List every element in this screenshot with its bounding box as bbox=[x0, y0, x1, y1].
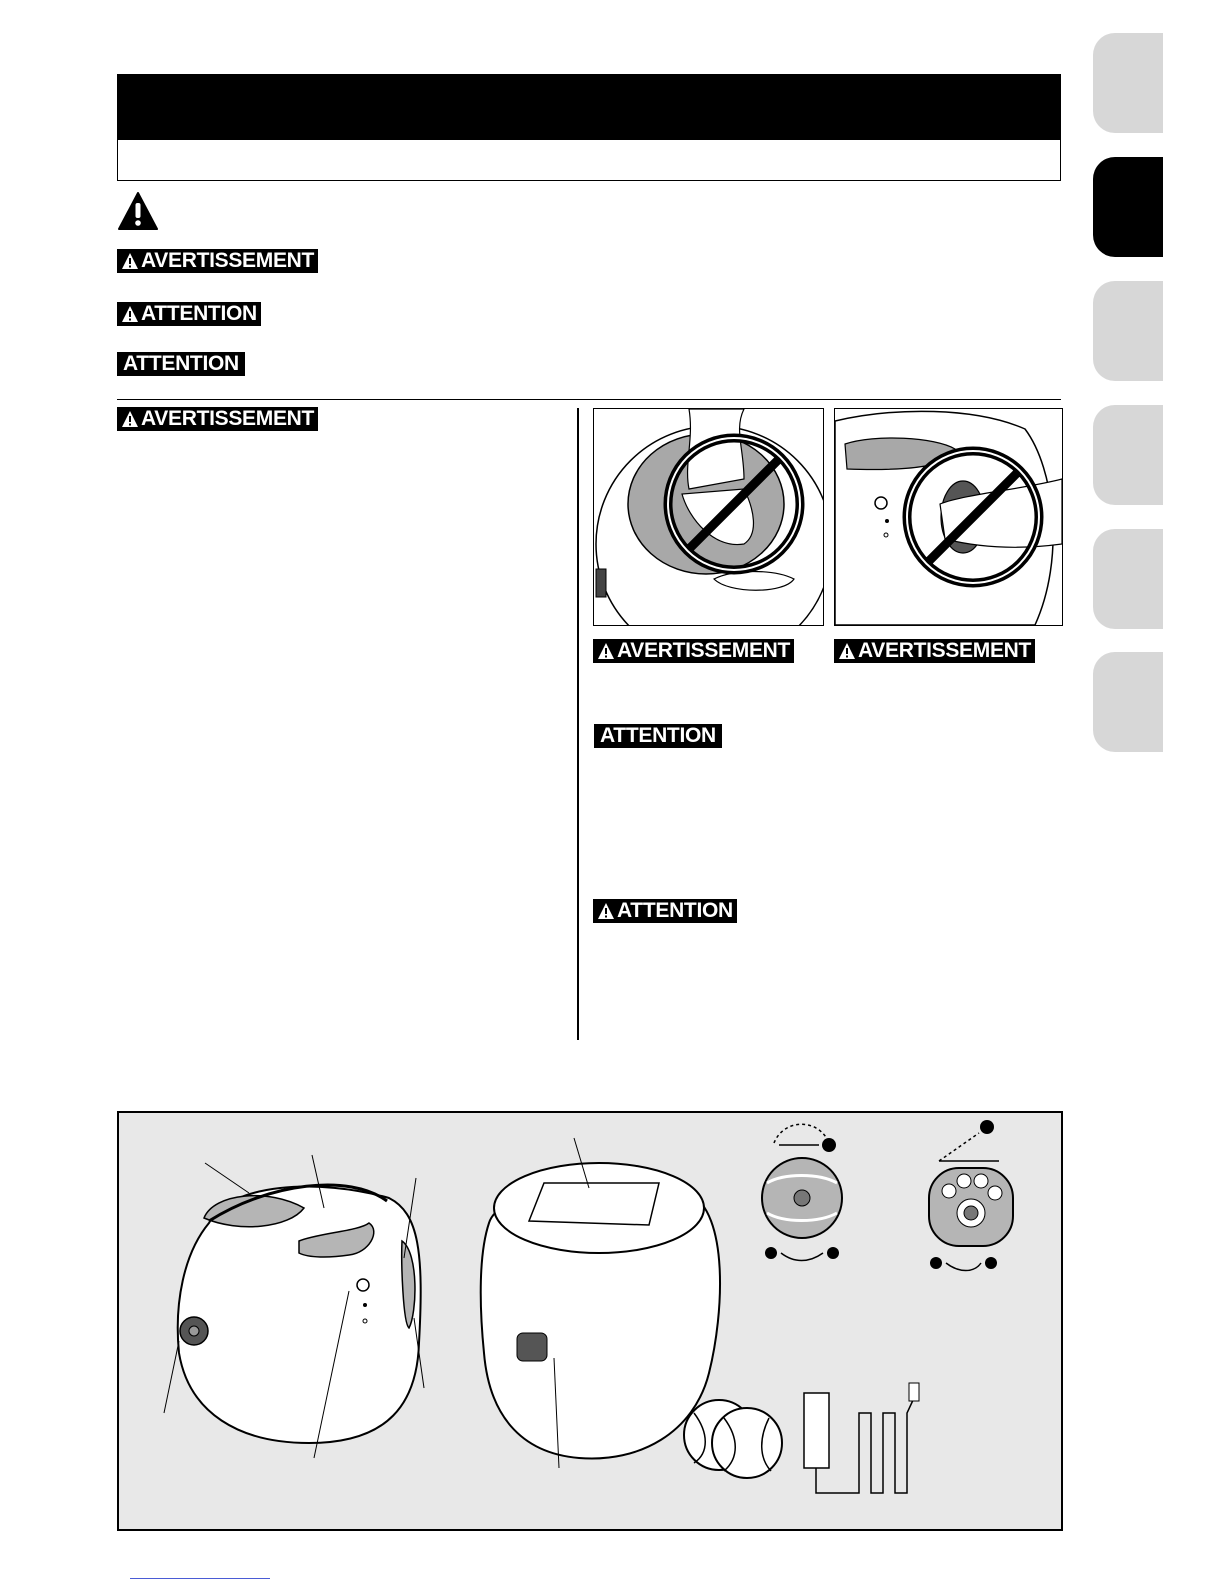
attention-text: ATTENTION bbox=[600, 724, 716, 747]
side-tab-6[interactable] bbox=[1093, 652, 1163, 752]
tennis-balls bbox=[684, 1400, 782, 1478]
column-divider bbox=[577, 408, 579, 1040]
page-subtitle-bar bbox=[117, 140, 1061, 181]
attention-text: ATTENTION bbox=[141, 302, 257, 325]
attention-plain-label bbox=[594, 724, 722, 748]
illustration-hand-in-bowl bbox=[593, 408, 824, 626]
warning-triangle-icon bbox=[117, 191, 159, 231]
avertissement-label bbox=[117, 249, 318, 273]
distance-dial-diagram bbox=[762, 1124, 842, 1260]
avertissement-text: AVERTISSEMENT bbox=[141, 249, 315, 272]
attention-text: ATTENTION bbox=[617, 899, 733, 922]
side-tab-3[interactable] bbox=[1093, 281, 1163, 381]
launcher-back-view bbox=[481, 1138, 720, 1468]
product-diagram-panel bbox=[117, 1111, 1063, 1531]
attention-text: ATTENTION bbox=[123, 352, 239, 375]
angle-dial-diagram bbox=[929, 1120, 1013, 1271]
attention-label bbox=[117, 302, 261, 326]
avertissement-text: AVERTISSEMENT bbox=[617, 639, 791, 662]
warning-triangle-icon bbox=[838, 642, 856, 660]
side-tab-2-active[interactable] bbox=[1093, 157, 1163, 257]
attention-label bbox=[593, 899, 737, 923]
footer-link-line bbox=[130, 1578, 270, 1579]
page-title-bar bbox=[117, 74, 1061, 140]
warning-triangle-icon bbox=[597, 902, 615, 920]
avertissement-text: AVERTISSEMENT bbox=[858, 639, 1032, 662]
illustration-hand-in-launcher bbox=[834, 408, 1063, 626]
warning-triangle-icon bbox=[121, 252, 139, 270]
avertissement-label bbox=[834, 639, 1035, 663]
avertissement-label bbox=[593, 639, 794, 663]
power-adapter bbox=[804, 1383, 919, 1493]
side-tab-5[interactable] bbox=[1093, 529, 1163, 629]
avertissement-text: AVERTISSEMENT bbox=[141, 407, 315, 430]
warning-triangle-icon bbox=[597, 642, 615, 660]
avertissement-label bbox=[117, 407, 318, 431]
attention-plain-label bbox=[117, 352, 245, 376]
side-tab-4[interactable] bbox=[1093, 405, 1163, 505]
warning-triangle-icon bbox=[121, 305, 139, 323]
launcher-front-view bbox=[164, 1155, 424, 1458]
section-divider bbox=[117, 399, 1061, 400]
warning-triangle-icon bbox=[121, 410, 139, 428]
side-tab-1[interactable] bbox=[1093, 33, 1163, 133]
